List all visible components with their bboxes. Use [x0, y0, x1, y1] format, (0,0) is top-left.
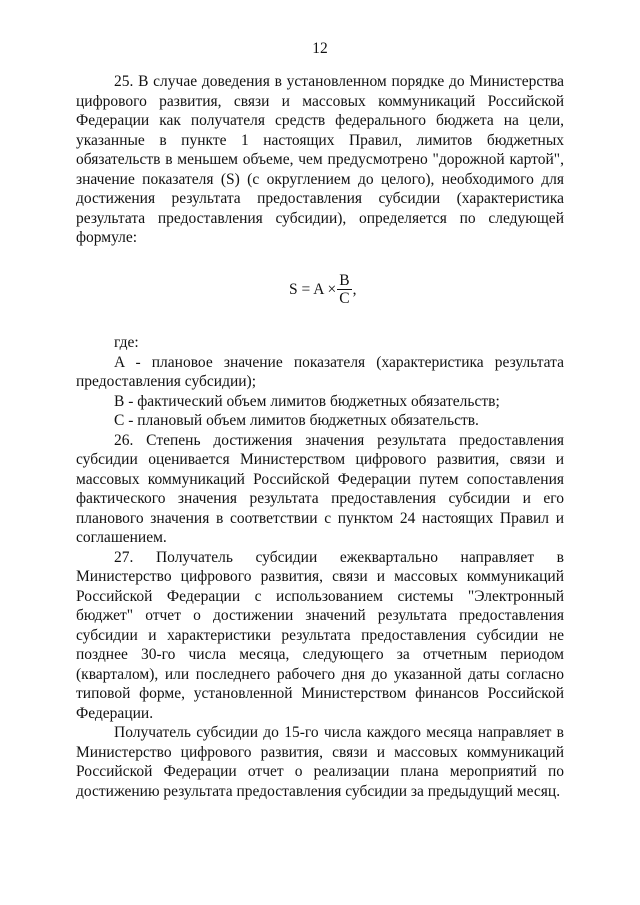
paragraph-27: 27. Получатель субсидии ежеквартально направляет в Министерство цифрового развития, связи и массовых коммуникаций Российской Федерации с использованием системы "Электронный бюджет" отчет о достижении значений результата предоставления субсидии и характеристики результата предоставления субсидии не позднее 30-го числа месяца, следующего за отчетным периодом (кварталом), или последнего рабочего дня до указанной даты согласно типовой форме, установленной Министерством финансов Российской Федерации. — [76, 548, 564, 722]
formula-denominator: C — [339, 290, 350, 307]
definition-c: C - плановый объем лимитов бюджетных обязательств. — [114, 412, 479, 429]
paragraph-monthly-report: Получатель субсидии до 15-го числа каждого месяца направляет в Министерство цифрового развития, связи и массовых коммуникаций Российской Федерации отчет о реализации плана мероприятий по достижению результата предоставления субсидии за предыдущий месяц. — [76, 724, 564, 800]
section-bottom — [76, 333, 564, 801]
formula — [289, 272, 356, 307]
definition-a: A - плановое значение показателя (характеристика результата предоставления субсидии); — [76, 353, 564, 390]
definition-b: B - фактический объем лимитов бюджетных обязательств; — [114, 392, 500, 410]
paragraph-25: 25. В случае доведения в установленном порядке до Министерства цифрового развития, связи и массовых коммуникаций Российской Федерации как получателя средств федерального бюджета на цели, указанные в пункте 1 настоящих Правил, лимитов бюджетных обязательств в меньшем объеме, чем предусмотрено "дорожной картой", значение показателя (S) (с округлением до целого), необходимого для достижения результата предоставления субсидии (характеристика результата предоставления субсидии), определяется по следующей формуле: — [76, 73, 564, 246]
where-label: где: — [114, 334, 139, 351]
formula-numerator: B — [339, 272, 350, 289]
formula-trailing: , — [352, 280, 357, 298]
section-top — [76, 72, 564, 248]
paragraph-26: 26. Степень достижения значения результата предоставления субсидии оценивается Министерством цифрового развития, связи и массовых коммуникаций Российской Федерации путем сопоставления фактического значения результата предоставления субсидии и его планового значения в соответствии с пунктом 24 настоящих Правил и соглашением. — [76, 431, 564, 546]
formula-lhs: S = A × — [289, 280, 337, 298]
page-number: 12 — [312, 40, 328, 57]
formula-fraction — [337, 272, 351, 307]
